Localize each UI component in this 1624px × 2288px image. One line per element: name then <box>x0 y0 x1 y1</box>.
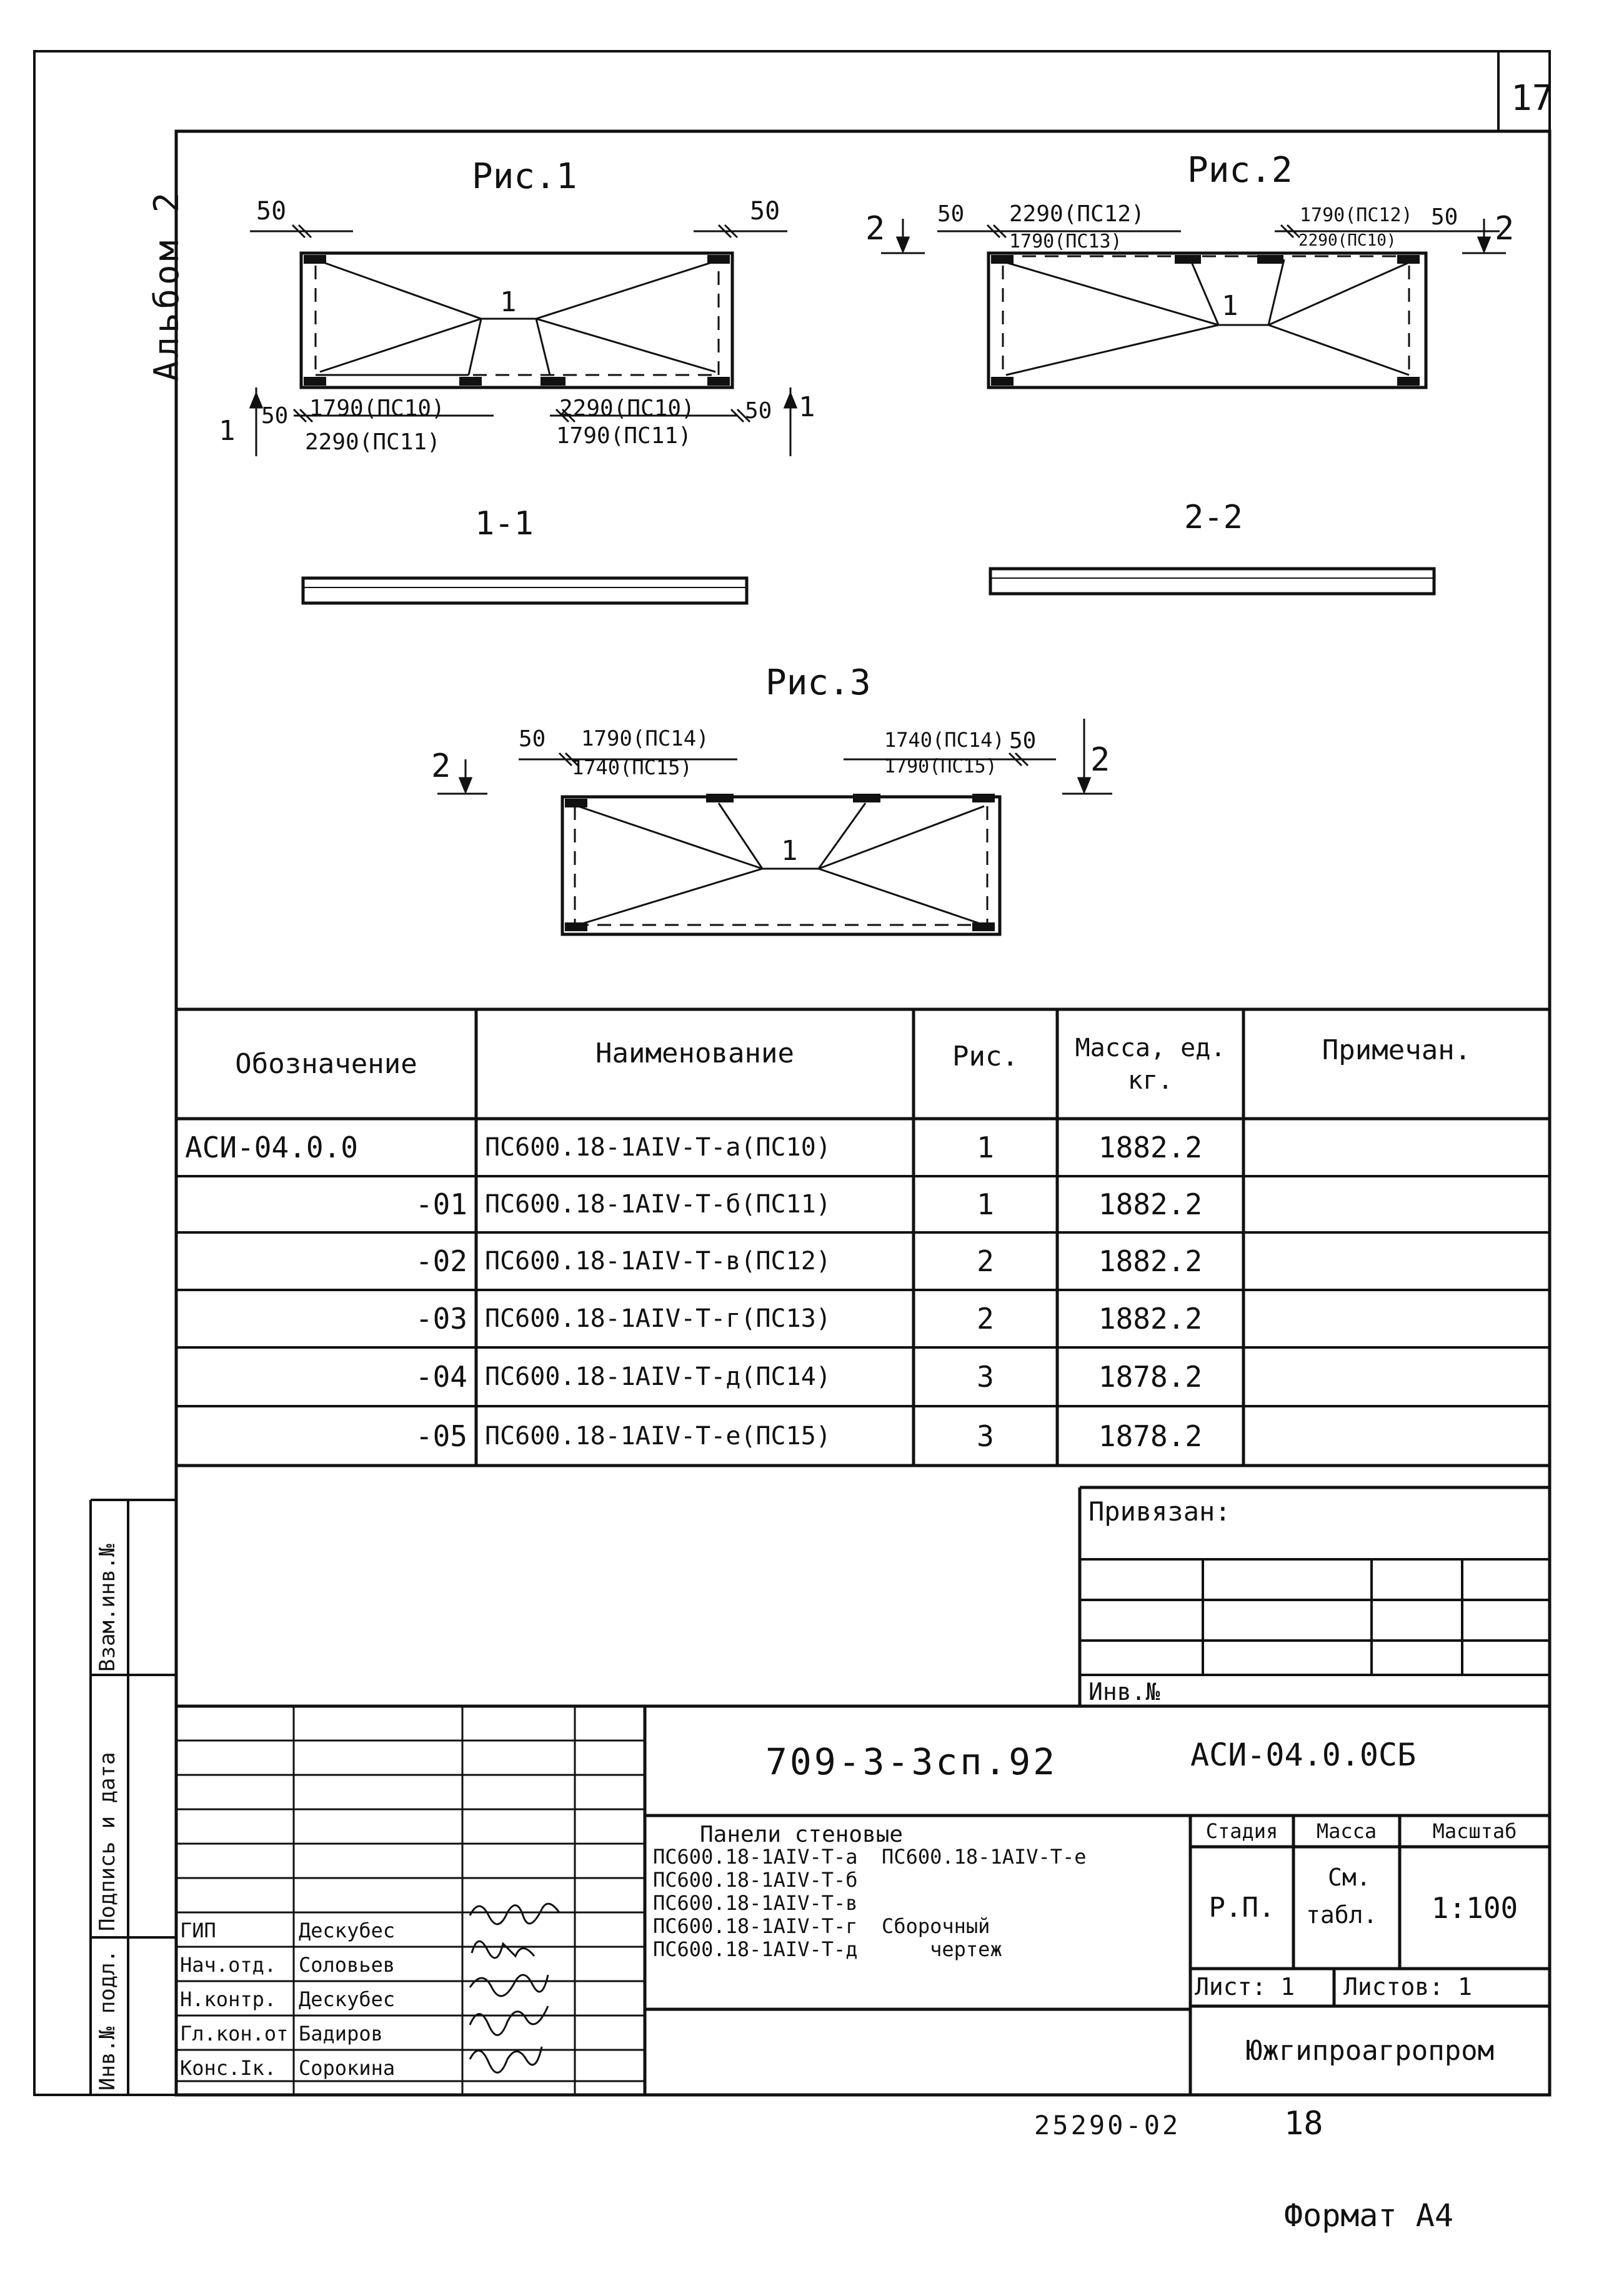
mass-value: табл. <box>1306 1901 1378 1929</box>
fig1-section-mark: 1 <box>799 391 815 423</box>
row-fig: 2 <box>977 1302 994 1336</box>
row-note <box>1243 1176 1550 1232</box>
binding-title: Привязан: <box>1088 1496 1231 1527</box>
row-mass: 1882.2 <box>1098 1302 1203 1336</box>
stage-value: Р.П. <box>1208 1892 1275 1924</box>
section-2-2-title: 2-2 <box>1184 499 1243 536</box>
row-fig: 1 <box>977 1187 994 1221</box>
album-label: Альбом 2 <box>147 188 186 381</box>
row-mass: 1882.2 <box>1098 1244 1203 1278</box>
side-stamp-podpis: Подпись и дата <box>95 1752 120 1931</box>
row-name: ПС600.18-1АIV-Т-е(ПС15) <box>485 1421 831 1451</box>
row-designation: -02 <box>415 1244 467 1278</box>
row-mass: 1878.2 <box>1098 1360 1203 1394</box>
title-line: ПС600.18-1АIV-Т-в <box>653 1891 858 1915</box>
title-line-main: Панели стеновые <box>700 1822 904 1847</box>
fig1-title: Рис.1 <box>472 156 577 197</box>
row-designation: АСИ-04.0.0 <box>185 1131 358 1164</box>
sheet-number-top: 17 <box>1511 78 1553 119</box>
person-role: Н.контр. <box>180 1987 277 2011</box>
fig3-position-mark: 1 <box>781 835 798 867</box>
mass-value: См. <box>1328 1864 1371 1891</box>
row-name: ПС600.18-1АIV-Т-а(ПС10) <box>485 1133 831 1162</box>
fig3-dim: 50 <box>1009 728 1037 754</box>
project-code: 709-3-3сп.92 <box>765 1741 1058 1783</box>
fig2-dim: 50 <box>937 201 965 227</box>
side-stamp-inv-podl: Инв.№ подл. <box>95 1949 120 2091</box>
fig3-section-mark: 2 <box>1090 741 1110 779</box>
format-label: Формат А4 <box>1284 2197 1453 2234</box>
person-role: Нач.отд. <box>180 1953 277 1977</box>
scale-header: Масштаб <box>1432 1819 1517 1843</box>
fig2-dim: 50 <box>1431 204 1458 230</box>
fig2-dim: 2290(ПС12) <box>1009 201 1145 227</box>
archive-number: 25290-02 <box>1034 2110 1181 2141</box>
person-name: Бадиров <box>299 2022 383 2046</box>
fig2-section-mark: 2 <box>1495 210 1515 247</box>
fig2-section-mark: 2 <box>865 210 885 247</box>
row-note <box>1243 1119 1550 1176</box>
fig1-dim: 1790(ПС11) <box>556 423 692 449</box>
section-1-1-title: 1-1 <box>475 505 534 542</box>
row-designation: -03 <box>415 1302 467 1336</box>
person-name: Дескубес <box>299 1919 396 1942</box>
fig3-dim: 50 <box>519 726 546 752</box>
row-note <box>1243 1232 1550 1290</box>
mass-header: Масса <box>1316 1819 1377 1843</box>
title-line: ПС600.18-1АIV-Т-д чертеж <box>653 1937 1002 1961</box>
fig2-dim: 1790(ПС12) <box>1300 204 1413 226</box>
fig2-dim: 2290(ПС10) <box>1298 231 1397 250</box>
row-name: ПС600.18-1АIV-Т-г(ПС13) <box>485 1304 831 1333</box>
signature-scribbles <box>470 1904 559 2072</box>
fig3-dim: 1790(ПС14) <box>581 726 709 751</box>
binding-inv-label: Инв.№ <box>1088 1678 1160 1706</box>
header-mass: Масса, ед. кг. <box>1075 1033 1226 1095</box>
fig2-title: Рис.2 <box>1187 150 1293 191</box>
person-role: Конс.Iк. <box>180 2056 277 2080</box>
doc-code: АСИ-04.0.0СБ <box>1190 1737 1417 1773</box>
fig1-position-mark: 1 <box>500 286 517 318</box>
sheet-label: Лист: 1 <box>1195 1973 1295 2001</box>
row-fig: 2 <box>977 1244 994 1278</box>
person-role: Гл.кон.от <box>180 2022 289 2046</box>
header-name: Наименование <box>595 1037 794 1069</box>
person-name: Сорокина <box>299 2056 396 2080</box>
fig3-dim: 1740(ПС14) <box>884 728 1005 752</box>
row-mass: 1882.2 <box>1098 1187 1203 1221</box>
row-designation: -05 <box>415 1419 467 1453</box>
header-fig: Рис. <box>952 1040 1019 1072</box>
fig3-dim: 1790(ПС15) <box>884 756 997 777</box>
title-line: ПС600.18-1АIV-Т-а ПС600.18-1АIV-Т-е <box>653 1845 1087 1869</box>
fig3-title: Рис.3 <box>765 662 871 703</box>
fig3-dim: 1740(ПС15) <box>572 756 692 779</box>
row-mass: 1882.2 <box>1098 1131 1203 1164</box>
fig1-dim: 1790(ПС10) <box>309 396 445 421</box>
row-name: ПС600.18-1АIV-Т-д(ПС14) <box>485 1362 831 1391</box>
row-note <box>1243 1406 1550 1466</box>
fig1-dim: 2290(ПС10) <box>559 396 695 421</box>
row-name: ПС600.18-1АIV-Т-б(ПС11) <box>485 1190 831 1219</box>
fig1-dim: 2290(ПС11) <box>305 429 441 455</box>
header-note: Примечан. <box>1322 1034 1472 1066</box>
title-line: ПС600.18-1АIV-Т-г Сборочный <box>653 1914 990 1938</box>
fig3-section-mark: 2 <box>431 747 451 785</box>
row-name: ПС600.18-1АIV-Т-в(ПС12) <box>485 1247 831 1276</box>
row-fig: 1 <box>977 1131 994 1164</box>
stage-header: Стадия <box>1205 1819 1278 1843</box>
header-designation: Обозначение <box>235 1048 417 1080</box>
person-role: ГИП <box>180 1919 216 1942</box>
side-stamp-vzam: Взам.инв.№ <box>95 1544 120 1672</box>
fig2-dim: 1790(ПС13) <box>1009 231 1122 252</box>
fig1-dim: 50 <box>745 398 772 424</box>
row-note <box>1243 1290 1550 1347</box>
person-name: Дескубес <box>299 1987 396 2011</box>
person-name: Соловьев <box>299 1953 396 1977</box>
footer-page: 18 <box>1284 2105 1323 2142</box>
scale-value: 1:100 <box>1431 1891 1518 1925</box>
fig1-section-mark: 1 <box>219 415 236 447</box>
fig1-dim: 50 <box>261 403 289 429</box>
row-note <box>1243 1347 1550 1406</box>
row-mass: 1878.2 <box>1098 1419 1203 1453</box>
fig2-position-mark: 1 <box>1222 290 1238 322</box>
row-designation: -04 <box>415 1360 467 1394</box>
title-line: ПС600.18-1АIV-Т-б <box>653 1868 858 1892</box>
fig1-dim: 50 <box>750 197 780 226</box>
row-designation: -01 <box>415 1187 467 1221</box>
row-fig: 3 <box>977 1419 994 1453</box>
sheets-label: Листов: 1 <box>1343 1973 1472 2001</box>
row-fig: 3 <box>977 1360 994 1394</box>
fig1-dim: 50 <box>256 197 287 226</box>
organization: Южгипроагропром <box>1245 2034 1495 2067</box>
